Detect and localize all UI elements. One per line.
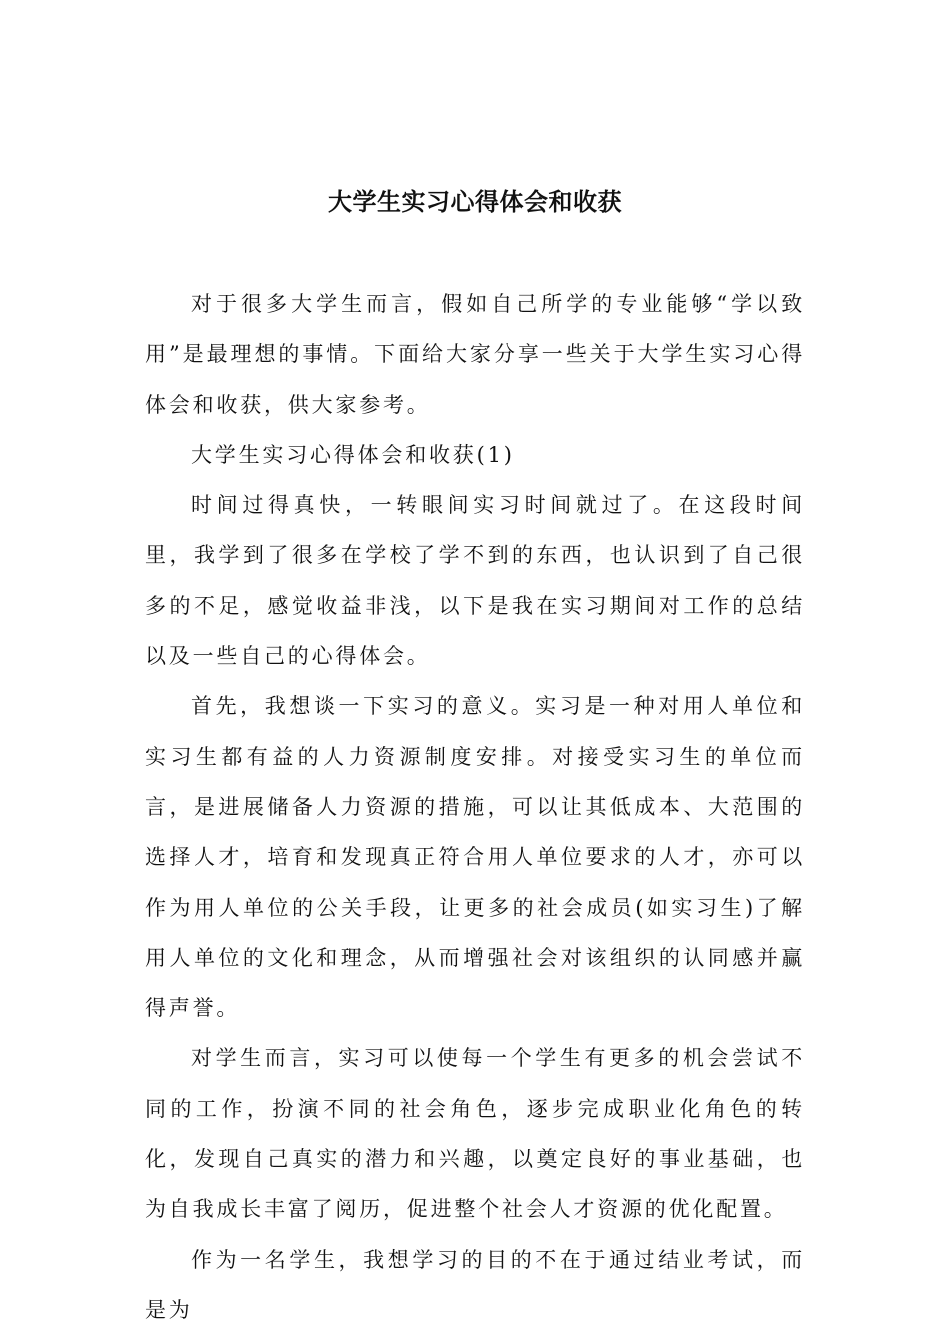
paragraph-purpose: 作为一名学生，我想学习的目的不在于通过结业考试，而是为 — [145, 1247, 805, 1322]
paragraph-intro: 对于很多大学生而言，假如自己所学的专业能够“学以致用”是最理想的事情。下面给大家分享一些关于大学生实习心得体会和收获，供大家参考。 — [145, 292, 805, 417]
paragraph-time: 时间过得真快，一转眼间实习时间就过了。在这段时间里，我学到了很多在学校了学不到的东西，也认识到了自己很多的不足，感觉收益非浅，以下是我在实习期间对工作的总结以及一些自己的心得体会。 — [145, 493, 805, 669]
paragraph-meaning: 首先，我想谈一下实习的意义。实习是一种对用人单位和实习生都有益的人力资源制度安排。对接受实习生的单位而言，是进展储备人力资源的措施，可以让其低成本、大范围的选择人才，培育和发现真正符合用人单位要求的人才，亦可以作为用人单位的公关手段，让更多的社会成员(如实习生)了解用人单位的文化和理念，从而增强社会对该组织的认同感并赢得声誉。 — [145, 694, 805, 1021]
document-body — [145, 279, 805, 1335]
paragraph-students: 对学生而言，实习可以使每一个学生有更多的机会尝试不同的工作，扮演不同的社会角色，逐步完成职业化角色的转化，发现自己真实的潜力和兴趣，以奠定良好的事业基础，也为自我成长丰富了阅历，促进整个社会人才资源的优化配置。 — [145, 1046, 805, 1222]
document-title: 大学生实习心得体会和收获 — [328, 187, 622, 216]
section-heading: 大学生实习心得体会和收获(1) — [191, 442, 515, 467]
